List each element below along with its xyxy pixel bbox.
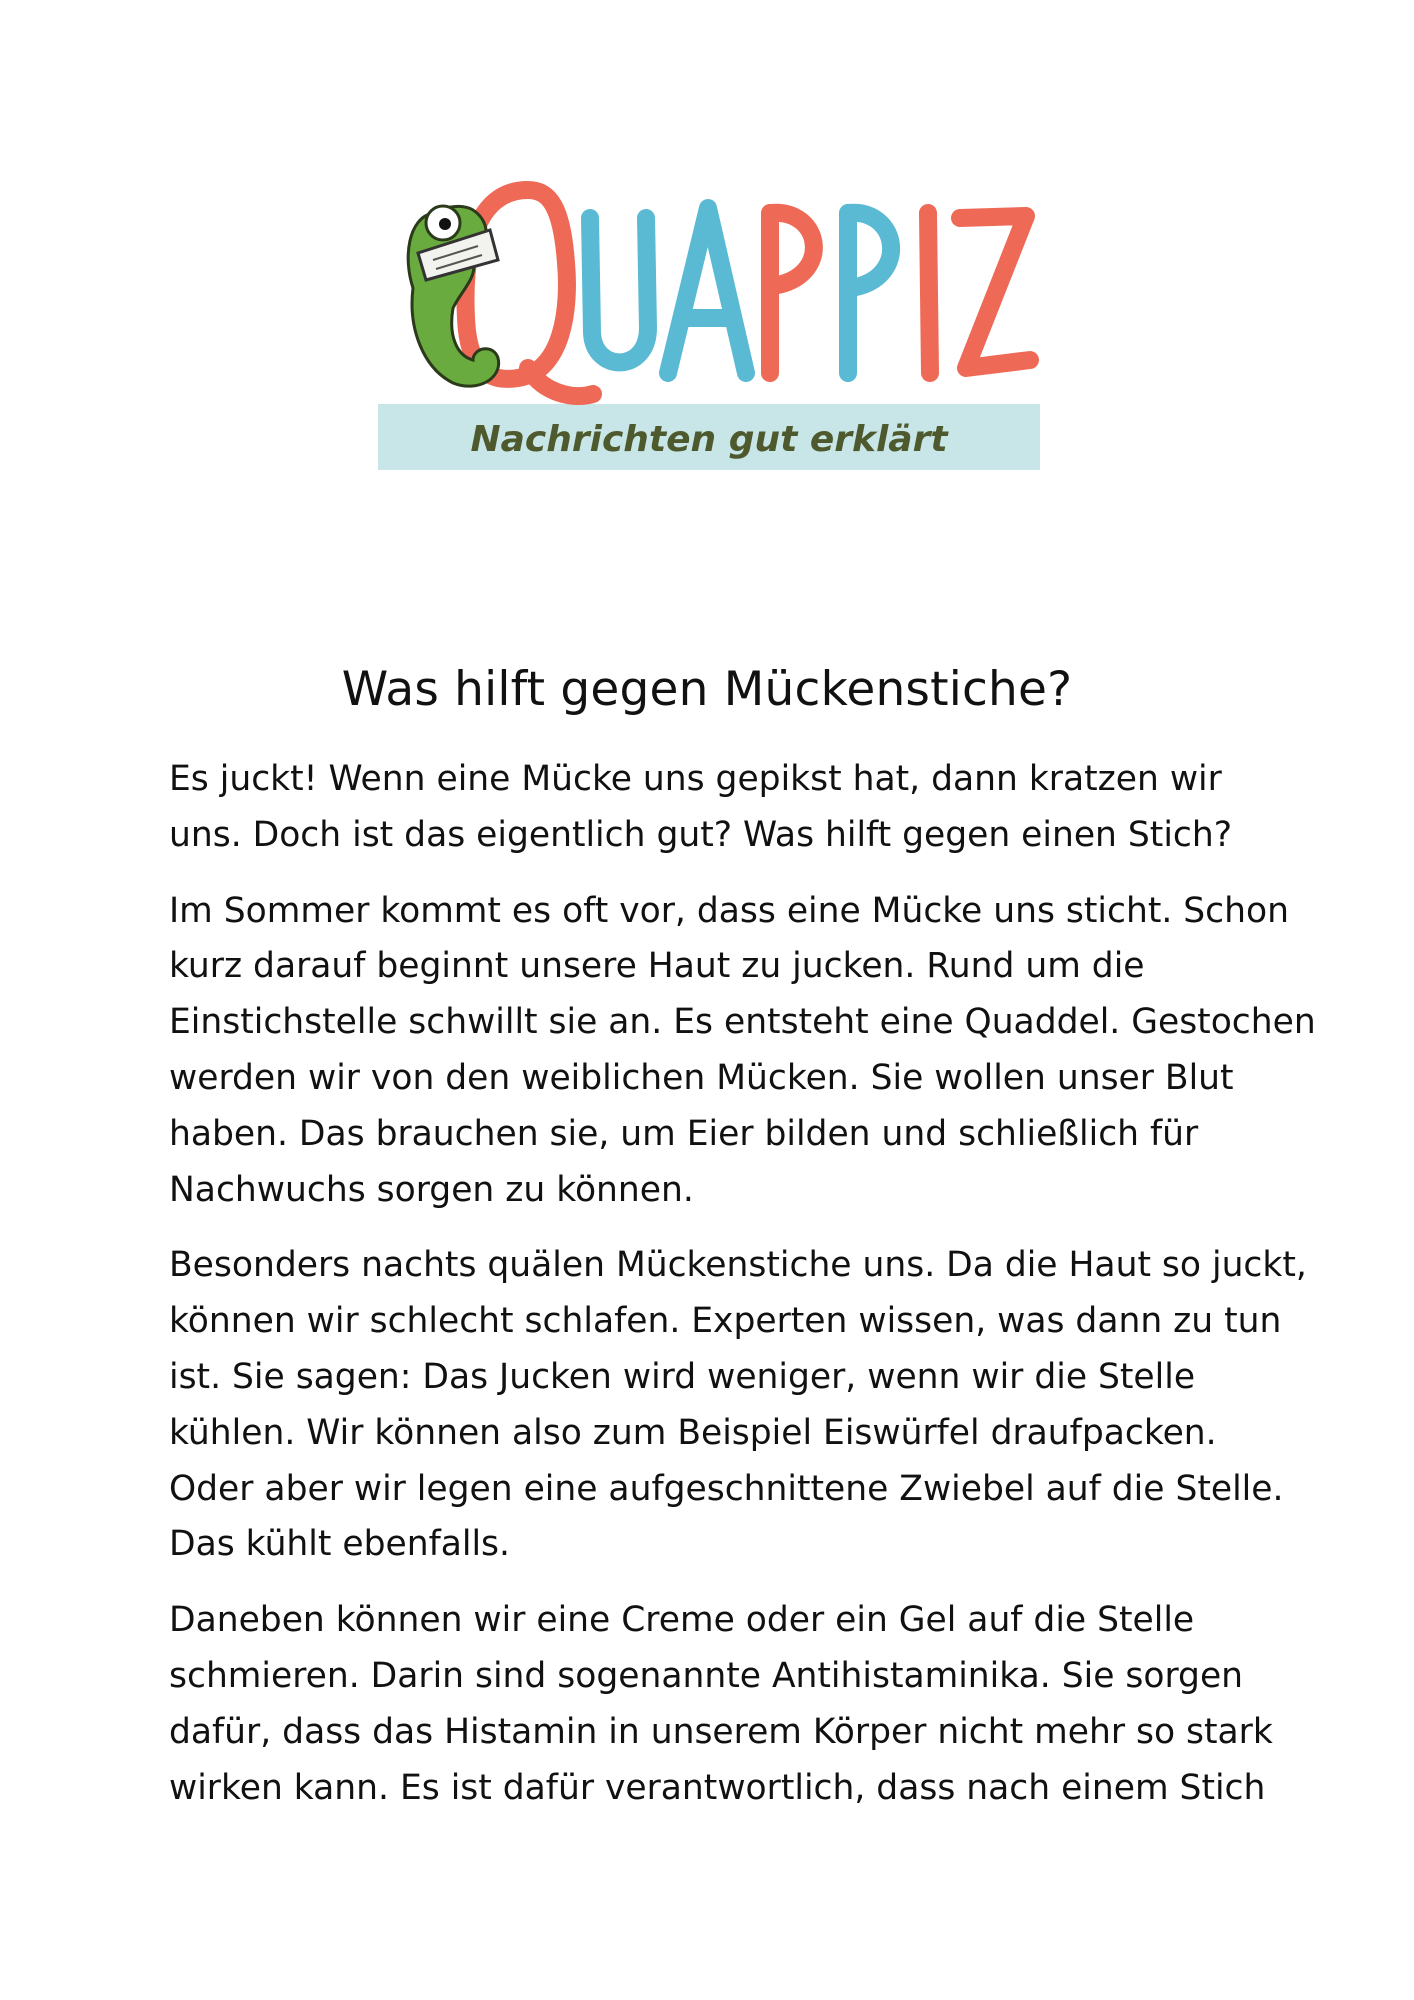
text-line: Oder aber wir legen eine aufgeschnittene Zwiebel auf die Stelle. [169, 1468, 1284, 1509]
text-line: Im Sommer kommt es oft vor, dass eine Mücke uns sticht. Schon [169, 890, 1289, 931]
article-paragraph-2 [169, 884, 1316, 1219]
article-paragraph-3 [169, 1238, 1307, 1573]
text-line: haben. Das brauchen sie, um Eier bilden und schließlich für [169, 1113, 1199, 1154]
letter-a-shape [668, 208, 746, 373]
quappiz-logo [378, 168, 1040, 474]
text-line: Einstichstelle schwillt sie an. Es entsteht eine Quaddel. Gestochen [169, 1002, 1316, 1043]
letter-p1-shape [770, 213, 814, 373]
text-line: Das kühlt ebenfalls. [169, 1524, 510, 1565]
article-body [169, 752, 1316, 1836]
text-line: Besonders nachts quälen Mückenstiche uns. Da die Haut so juckt, [169, 1245, 1307, 1286]
text-line: dafür, dass das Histamin in unserem Körper nicht mehr so stark [169, 1711, 1273, 1752]
text-line: können wir schlecht schlafen. Experten wissen, was dann zu tun [169, 1301, 1282, 1342]
letter-u-shape [590, 218, 648, 362]
text-line: Es juckt! Wenn eine Mücke uns gepikst hat, dann kratzen wir [169, 759, 1222, 799]
chameleon-eye-pupil [439, 218, 451, 230]
letter-z-shape [960, 216, 1030, 368]
text-line: Daneben können wir eine Creme oder ein Gel auf die Stelle [169, 1600, 1195, 1641]
text-line: Nachwuchs sorgen zu können. [169, 1169, 694, 1210]
text-line: uns. Doch ist das eigentlich gut? Was hilft gegen einen Stich? [169, 814, 1233, 855]
text-line: wirken kann. Es ist dafür verantwortlich, dass nach einem Stich [169, 1767, 1266, 1808]
letter-i-shape [928, 213, 930, 373]
letter-p2-shape [848, 213, 891, 373]
tagline-text: Nachrichten gut erklärt [470, 419, 948, 460]
article-paragraph-1 [169, 752, 1269, 864]
article-paragraph-4 [169, 1593, 1273, 1816]
text-line: kurz darauf beginnt unsere Haut zu jucken. Rund um die [169, 946, 1145, 987]
text-line: schmieren. Darin sind sogenannte Antihistaminika. Sie sorgen [169, 1655, 1244, 1696]
quappiz-logo-graphic [378, 168, 1040, 474]
text-line: werden wir von den weiblichen Mücken. Sie wollen unser Blut [169, 1057, 1234, 1098]
article-title: Was hilft gegen Mückenstiche? [341, 662, 1073, 717]
text-line: kühlen. Wir können also zum Beispiel Eiswürfel draufpacken. [169, 1412, 1217, 1453]
text-line: ist. Sie sagen: Das Jucken wird weniger, wenn wir die Stelle [169, 1356, 1196, 1397]
chameleon-icon [408, 206, 498, 386]
